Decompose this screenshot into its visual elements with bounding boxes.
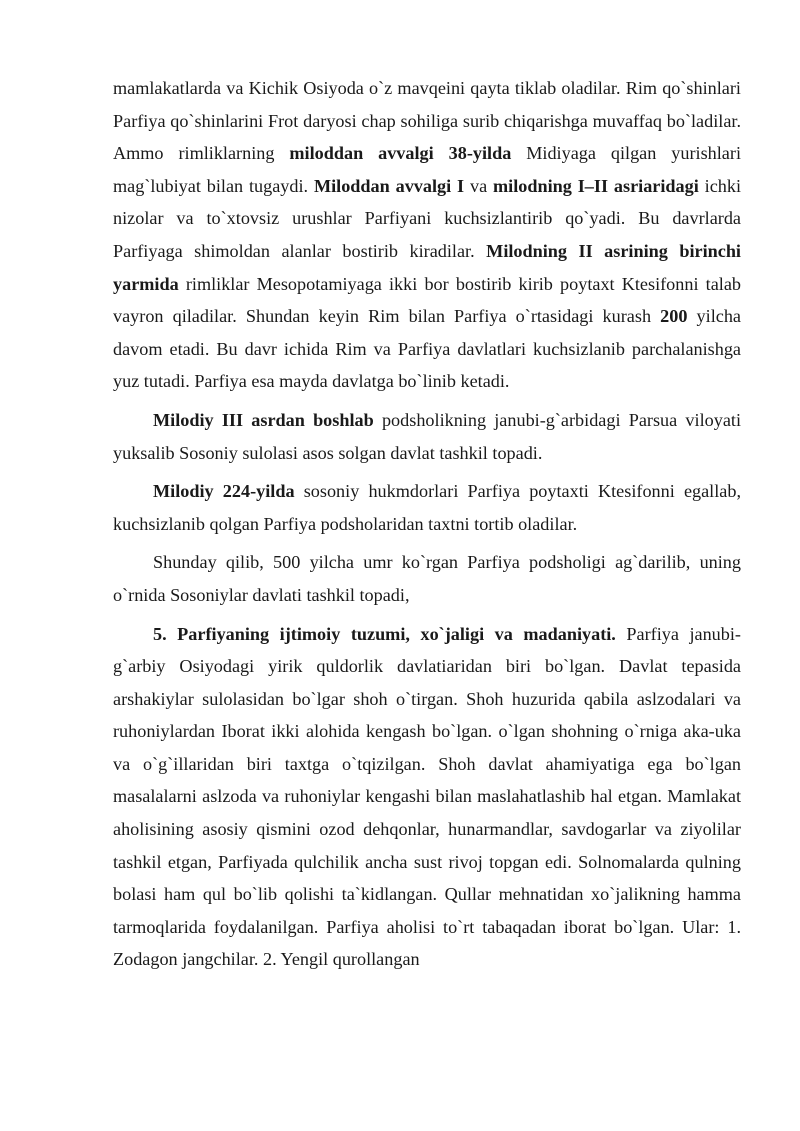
bold-run: milodning I–II asriaridagi [493, 175, 699, 196]
bold-run: Milodiy III asrdan boshlab [153, 409, 374, 430]
section-heading: 5. Parfiyaning ijtimoiy tuzumi, xo`jaligi va madaniyati. [153, 623, 616, 644]
bold-run: Miloddan avvalgi I [313, 175, 465, 196]
bold-run: miloddan avvalgi 38-yilda [289, 143, 512, 164]
text-run: yilcha davom etadi. Bu davr ichida Rim va Parfiya davlatlari kuchsizlanib parchalanishga yuz tutadi. Parfiya esa mayda davlatga bo`linib ketadi. [113, 306, 741, 392]
text-run: Parfiya janubi-g`arbiy Osiyodagi yirik quldorlik davlatiaridan biri bo`lgan. Davlat tepasida arshakiylar sulolasidan bo`lgar shoh o`tirgan. Shoh huzurida qabila aslzodalari va ruhoniylardan Iborat ikki alohida kengash bo`lgan. o`lgan shohning o`rniga aka-uka va o`g`illaridan biri taxtga o`tqizilgan. Shoh davlat ahamiyatiga ega bo`lgan masalalarni aslzoda va ruhoniylar kengashi bilan maslahatlashib hal etgan. Mamlakat aholisining asosiy qismini ozod dehqonlar, hunarmandlar, savdogarlar va ziyolilar tashkil etgan, Parfiyada qulchilik ancha sust rivoj topgan edi. Solnomalarda qulning bolasi ham qul bo`lib qolishi ta`kidlangan. Qullar mehnatidan xo`jalikning hamma tarmoqlarida foydalanilgan. Parfiya aholisi to`rt tabaqadan iborat bo`lgan. Ular: 1. Zodagon jangchilar. 2. Yengil qurollangan [113, 623, 741, 970]
text-run: sosoniy hukmdorlari Parfiya poytaxti Ktesifonni egallab, kuchsizlanib qolgan Parfiya podsholaridan taxtni tortib oladilar. [113, 481, 741, 534]
bold-run: Milodiy 224-yilda [153, 481, 295, 502]
document-page [113, 72, 741, 976]
paragraph-4 [113, 546, 741, 611]
text-run: podsholikning janubi-g`arbidagi Parsua viloyati yuksalib Sosoniy sulolasi asos solgan davlat tashkil topadi. [113, 409, 741, 463]
text-run: mamlakatlarda va Kichik Osiyoda o`z mavqeini qayta tiklab oladilar. Rim qo`shinlari Parfiya qo`shinlarini Frot daryosi chap sohiliga surib chiqarishga muvaffaq bo`ladilar. Ammo rimliklarning [113, 78, 741, 164]
text-run: Midiyaga qilgan yurishlari mag`lubiyat bilan tugaydi. [113, 143, 741, 196]
paragraph-3 [113, 475, 741, 540]
bold-run: 200 [660, 306, 688, 327]
text-run: Shunday qilib, 500 yilcha umr ko`rgan Parfiya podsholigi ag`darilib, uning o`rnida Sosoniylar davlati tashkil topadi, [113, 552, 741, 605]
text-run: rimliklar Mesopotamiyaga ikki bor bostirib kirib poytaxt Ktesifonni talab vayron qiladilar. Shundan keyin Rim bilan Parfiya o`rtasidagi kurash [113, 273, 741, 327]
text-run: ichki nizolar va to`xtovsiz urushlar Parfiyani kuchsizlantirib qo`yadi. Bu davrlarda Parfiyaga shimoldan alanlar bostirib kiradilar. [113, 175, 742, 261]
paragraph-1 [113, 72, 741, 398]
paragraph-2 [113, 404, 741, 469]
bold-run: Milodning II asrining birinchi yarmida [113, 240, 741, 294]
paragraph-5 [113, 618, 741, 977]
text-run: va [464, 175, 494, 196]
